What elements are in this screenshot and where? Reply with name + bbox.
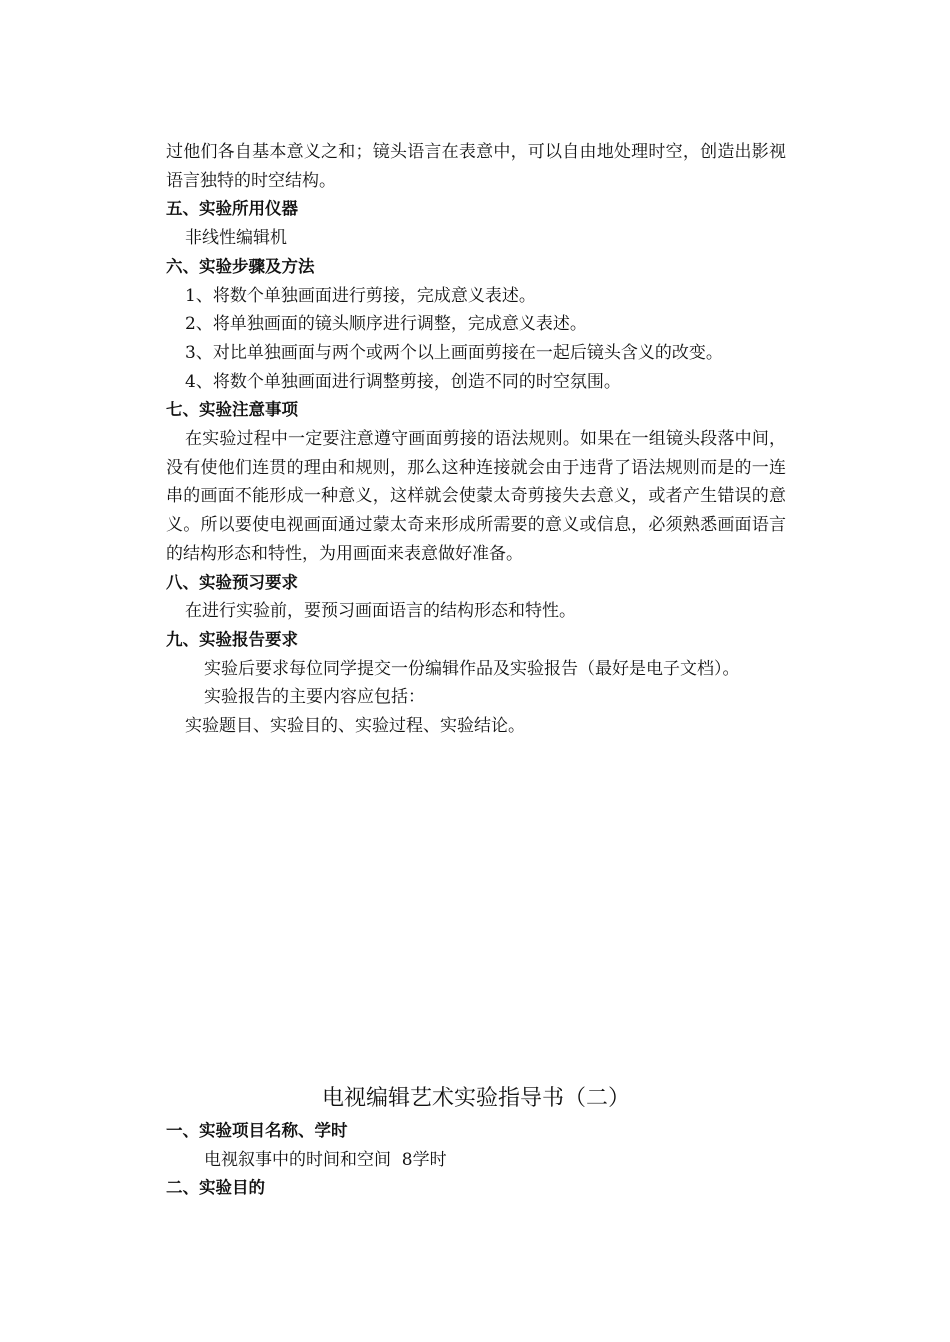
document-title: 电视编辑艺术实验指导书（二） (321, 1086, 630, 1111)
section-5-body: 非线性编辑机 (185, 228, 287, 249)
section-9-paragraph-1: 实验后要求每位同学提交一份编辑作品及实验报告（最好是电子文档）。 (204, 658, 740, 679)
doc2-section-1-heading: 一、实验项目名称、学时 (166, 1121, 348, 1140)
step-item: 4、将数个单独画面进行调整剪接，创造不同的时空氛围。 (185, 371, 621, 392)
section-7-heading: 七、实验注意事项 (166, 400, 298, 420)
section-9-heading: 九、实验报告要求 (166, 629, 298, 649)
section-5-heading: 五、实验所用仪器 (166, 199, 298, 219)
continuation-paragraph: 过他们各自基本意义之和；镜头语言在表意中，可以自由地处理时空，创造出影视语言独特的时空结构。 (166, 142, 786, 191)
step-item: 3、对比单独画面与两个或两个以上画面剪接在一起后镜头含义的改变。 (185, 342, 723, 363)
section-8-body: 在进行实验前，要预习画面语言的结构形态和特性。 (185, 601, 576, 622)
section-9-paragraph-2: 实验报告的主要内容应包括： (204, 687, 425, 708)
document-page-top (166, 138, 786, 741)
step-item: 2、将单独画面的镜头顺序进行调整，完成意义表述。 (185, 314, 587, 335)
doc2-section-1-body: 电视叙事中的时间和空间 8学时 (204, 1149, 447, 1170)
section-7-body: 在实验过程中一定要注意遵守画面剪接的语法规则。如果在一组镜头段落中间，没有使他们连贯的理由和规则，那么这种连接就会由于违背了语法规则而是的一连串的画面不能形成一种意义，这样就会使蒙太奇剪接失去意义，或者产生错误的意义。所以要使电视画面通过蒙太奇来形成所需要的意义或信息，必须熟悉画面语言的结构形态和特性，为用画面来表意做好准备。 (166, 429, 786, 564)
section-9-paragraph-3: 实验题目、实验目的、实验过程、实验结论。 (185, 716, 525, 737)
doc2-section-2-heading: 二、实验目的 (166, 1178, 265, 1198)
step-item: 1、将数个单独画面进行剪接，完成意义表述。 (185, 285, 536, 306)
section-6-heading: 六、实验步骤及方法 (166, 256, 315, 276)
document-page-bottom (166, 1117, 786, 1203)
section-8-heading: 八、实验预习要求 (166, 572, 298, 592)
